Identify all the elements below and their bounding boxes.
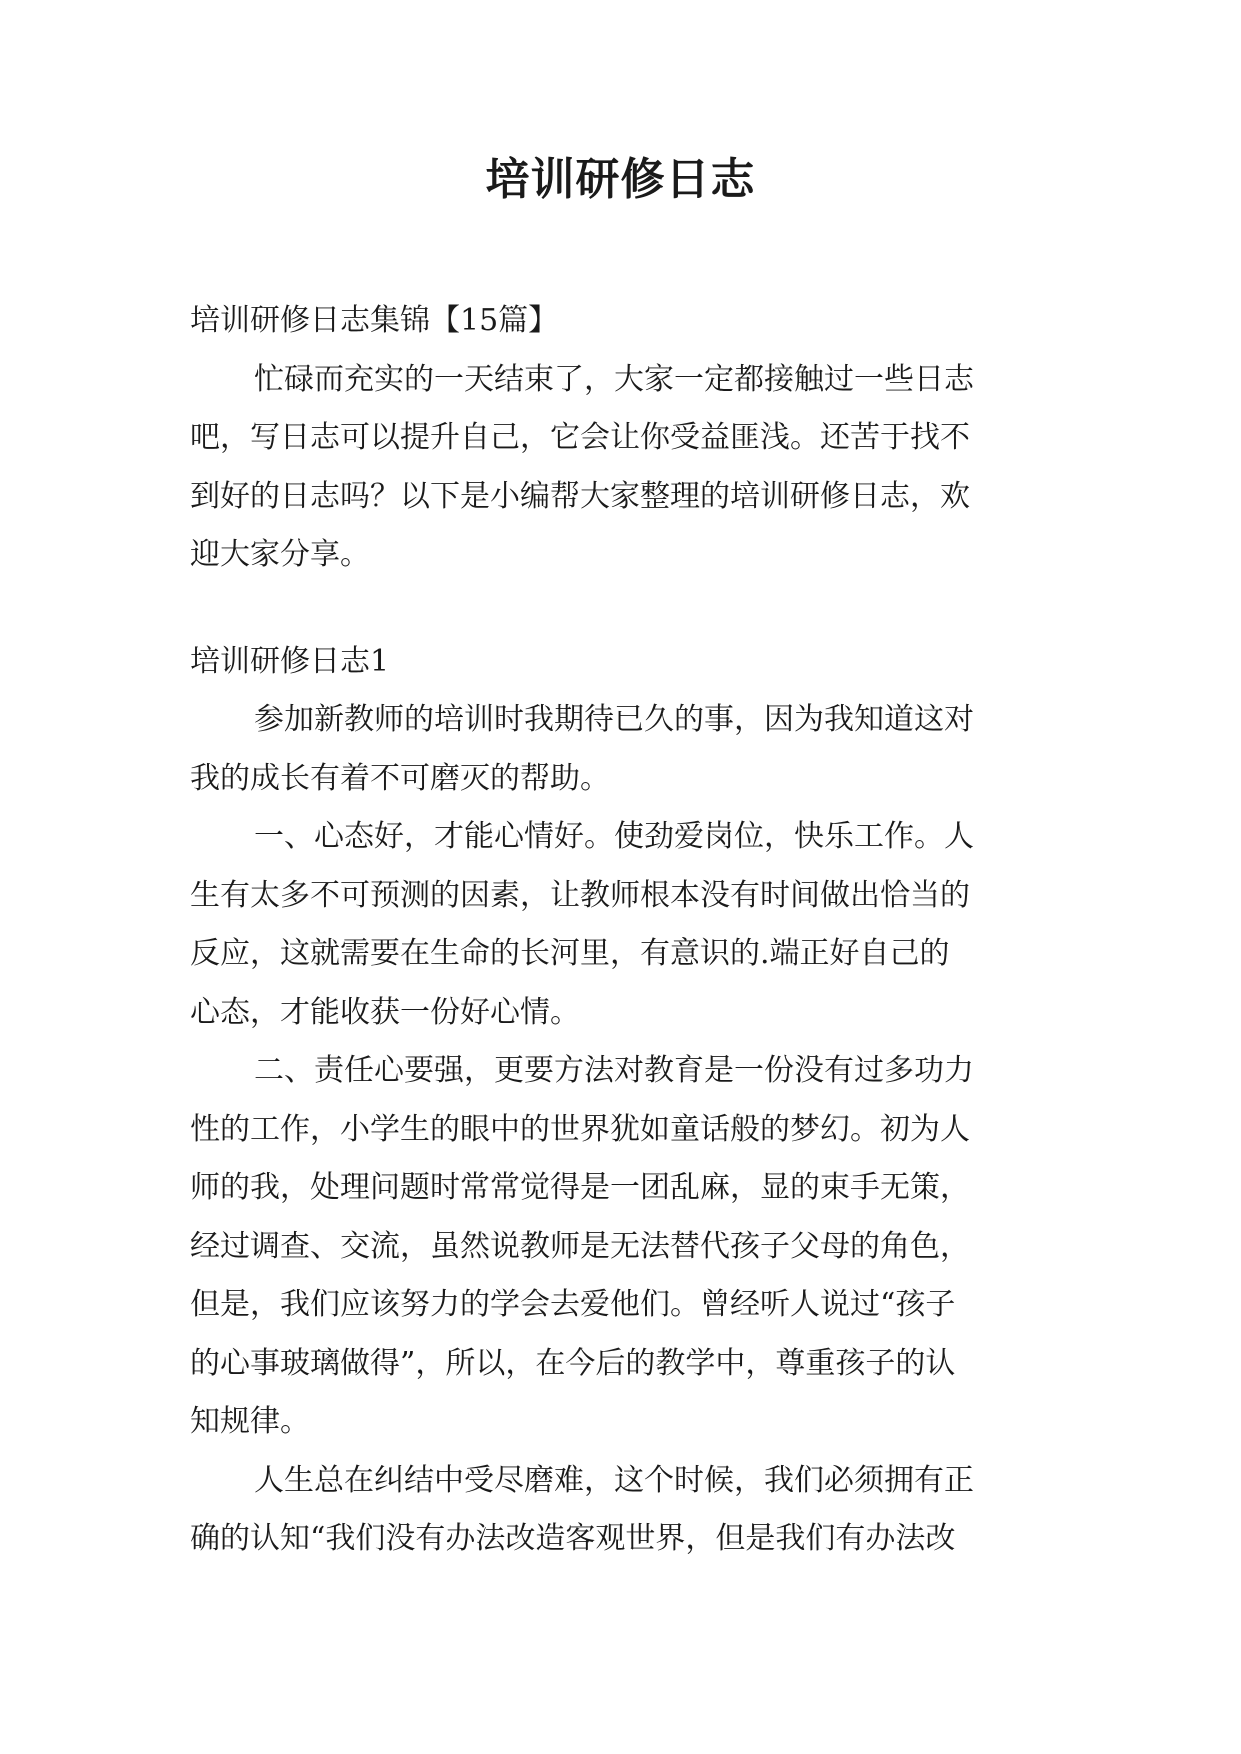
paragraph-4 bbox=[190, 1452, 1052, 1569]
text-line: 忙碌而充实的一天结束了，大家一定都接触过一些日志 bbox=[254, 361, 974, 397]
text-line: 到好的日志吗？以下是小编帮大家整理的培训研修日志，欢 bbox=[190, 478, 970, 514]
text-line: 一、心态好，才能心情好。使劲爱岗位，快乐工作。人 bbox=[254, 819, 974, 854]
text-line: 生有太多不可预测的因素，让教师根本没有时间做出恰当的 bbox=[190, 877, 970, 913]
text-line: 性的工作，小学生的眼中的世界犹如童话般的梦幻。初为人 bbox=[190, 1111, 970, 1147]
collection-subtitle: 培训研修日志集锦【15篇】 bbox=[190, 303, 559, 338]
text-line: 迎大家分享。 bbox=[190, 537, 370, 572]
document-title: 培训研修日志 bbox=[485, 154, 756, 205]
text-line: 确的认知“我们没有办法改造客观世界，但是我们有办法改 bbox=[190, 1521, 956, 1556]
paragraph-3 bbox=[190, 1042, 1052, 1452]
paragraph-1 bbox=[190, 691, 1052, 808]
text-line: 知规律。 bbox=[190, 1404, 310, 1439]
text-line: 人生总在纠结中受尽磨难，这个时候，我们必须拥有正 bbox=[254, 1462, 974, 1498]
text-line: 吧，写日志可以提升自己，它会让你受益匪浅。还苦于找不 bbox=[190, 420, 970, 455]
text-line: 参加新教师的培训时我期待已久的事，因为我知道这对 bbox=[254, 702, 974, 737]
document-body bbox=[190, 292, 1052, 1569]
text-line: 反应，这就需要在生命的长河里，有意识的.端正好自己的 bbox=[190, 936, 950, 971]
text-line: 经过调查、交流，虽然说教师是无法替代孩子父母的角色， bbox=[190, 1228, 970, 1264]
section-spacer bbox=[190, 585, 1052, 633]
paragraph-2 bbox=[190, 808, 1052, 1042]
section-heading: 培训研修日志1 bbox=[190, 643, 390, 679]
text-line: 二、责任心要强，更要方法对教育是一份没有过多功力 bbox=[254, 1053, 974, 1088]
text-line: 我的成长有着不可磨灭的帮助。 bbox=[190, 760, 610, 796]
text-line: 但是，我们应该努力的学会去爱他们。曾经听人说过“孩子 bbox=[190, 1287, 956, 1322]
text-line: 师的我，处理问题时常常觉得是一团乱麻，显的束手无策， bbox=[190, 1170, 970, 1205]
intro-paragraph bbox=[190, 351, 1052, 585]
text-line: 心态，才能收获一份好心情。 bbox=[190, 994, 580, 1030]
text-line: 的心事玻璃做得”，所以，在今后的教学中，尊重孩子的认 bbox=[190, 1345, 956, 1381]
